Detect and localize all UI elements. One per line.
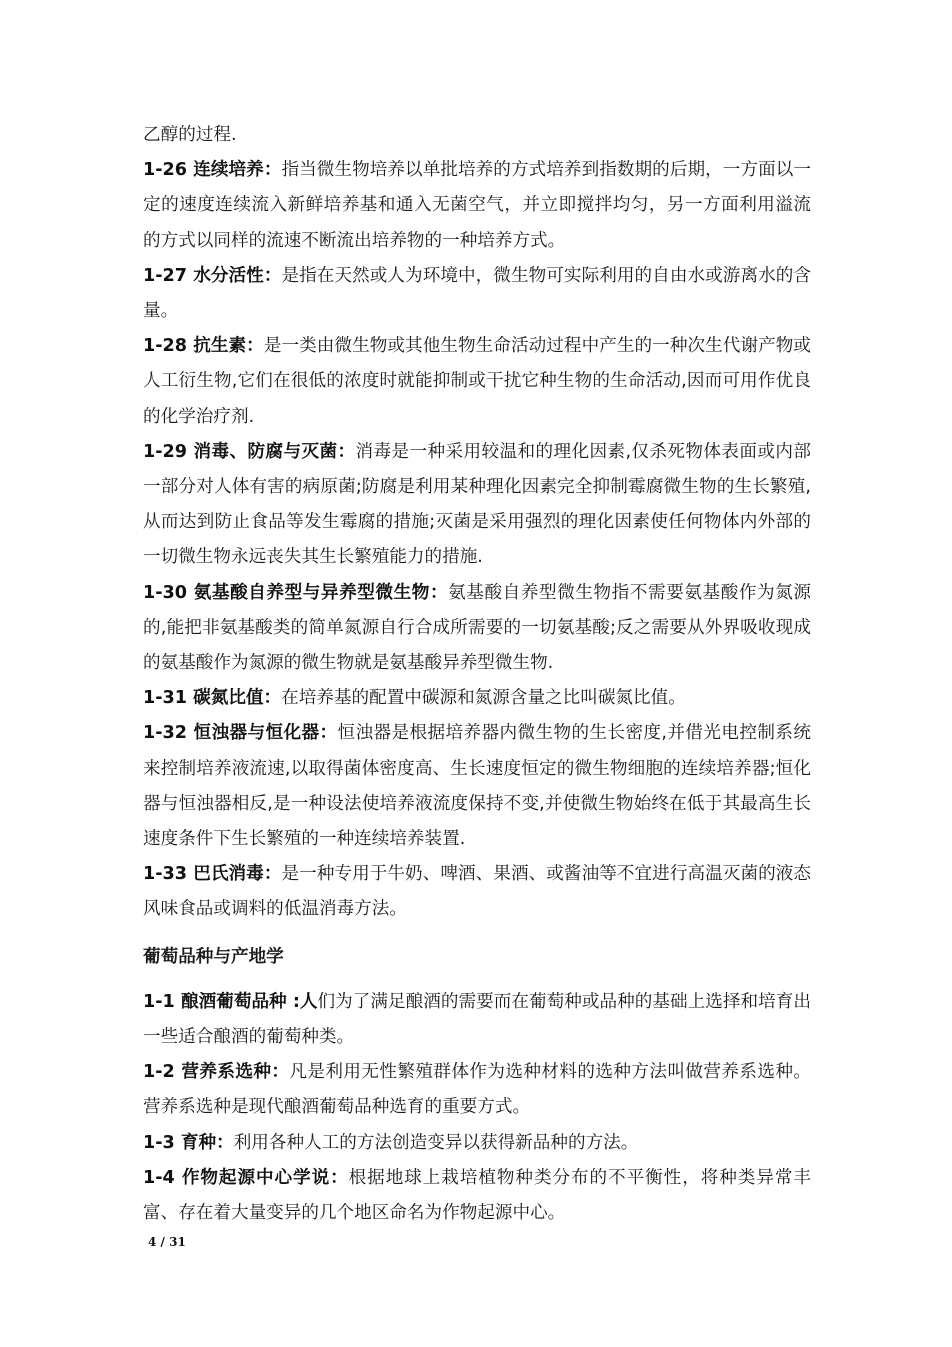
document-body [143,118,811,1231]
entry-body: 利用各种人工的方法创造变异以获得新品种的方法。 [233,1132,639,1153]
entry-term: 1-32 恒浊器与恒化器： [143,723,338,744]
entry-body: 凡是利用无性繁殖群体作为选种材料的选种方法叫做营养系选种。营养系选种是现代酿酒葡萄品种选育的重要方式。 [143,1062,811,1118]
entry-body: 指当微生物培养以单批培养的方式培养到指数期的后期，一方面以一定的速度连续流入新鲜培养基和通入无菌空气，并立即搅拌均匀，另一方面利用溢流的方式以同样的流速不断流出培养物的一种培养方式。 [143,160,811,251]
entry-body: 恒浊器是根据培养器内微生物的生长密度,并借光电控制系统来控制培养液流速,以取得菌体密度高、生长速度恒定的微生物细胞的连续培养器;恒化器与恒浊器相反,是一种设法使培养液流度保持不变,并使微生物始终在低于其最高生长速度条件下生长繁殖的一种连续培养装置. [143,723,811,850]
entry-term: 1-31 碳氮比值： [143,688,282,709]
continuation-text: 乙醇的过程. [143,125,237,145]
entry-1-33 [143,857,811,927]
entry-body: 氨基酸自养型微生物指不需要氨基酸作为氮源的,能把非氨基酸类的简单氮源自行合成所需要的一切氨基酸;反之需要从外界吸收现成的氨基酸作为氮源的微生物就是氨基酸异养型微生物. [143,582,811,674]
entry-term: 1-27 水分活性： [143,265,282,286]
entry-body: 是指在天然或人为环境中，微生物可实际利用的自由水或游离水的含量。 [143,265,811,322]
entry-term: 1-26 连续培养： [143,160,282,181]
entry-body: 是一类由微生物或其他生物生命活动过程中产生的一种次生代谢产物或人工衍生物,它们在很低的浓度时就能抑制或干扰它种生物的生命活动,因而可用作优良的化学治疗剂. [143,336,811,427]
entry-1-2 [143,1055,811,1125]
entry-term: 1-4 作物起源中心学说： [143,1167,349,1188]
entry-term: 1-1 酿酒葡萄品种 :人 [143,991,318,1012]
entry-1-30 [143,576,811,682]
entry-term: 1-30 氨基酸自养型与异养型微生物： [143,582,449,603]
entry-term: 1-28 抗生素： [143,336,264,357]
entry-term: 1-3 育种： [143,1132,234,1153]
entry-1-31 [143,681,811,716]
entry-body: 是一种专用于牛奶、啤酒、果酒、或酱油等不宜进行高温灭菌的液态风味食品或调料的低温消毒方法。 [143,864,811,920]
entry-term: 1-29 消毒、防腐与灭菌： [143,441,356,462]
page-number: 4 / 31 [148,1235,186,1249]
entry-body: 在培养基的配置中碳源和氮源含量之比叫碳氮比值。 [281,688,686,709]
entry-1-28 [143,329,811,435]
entry-1-1 [143,985,811,1055]
entry-1-4 [143,1161,811,1231]
entry-1-3 [143,1126,811,1161]
entry-1-29 [143,435,811,576]
entry-1-27 [143,259,811,329]
entry-body: 消毒是一种采用较温和的理化因素,仅杀死物体表面或内部一部分对人体有害的病原菌;防腐是利用某种理化因素完全抑制霉腐微生物的生长繁殖,从而达到防止食品等发生霉腐的措施;灭菌是采用强烈的理化因素使任何物体内外部的一切微生物永远丧失其生长繁殖能力的措施. [143,441,811,568]
entry-term: 1-2 营养系选种： [143,1062,290,1083]
entry-body: 们为了满足酿酒的需要而在葡萄种或品种的基础上选择和培育出一些适合酿酒的葡萄种类。 [143,991,811,1048]
entry-1-26 [143,153,811,259]
section-title: 葡萄品种与产地学 [143,946,284,967]
entry-term: 1-33 巴氏消毒： [143,864,282,885]
entry-body: 根据地球上栽培植物种类分布的不平衡性，将种类异常丰富、存在着大量变异的几个地区命名为作物起源中心。 [143,1167,811,1224]
entry-1-32 [143,716,811,857]
